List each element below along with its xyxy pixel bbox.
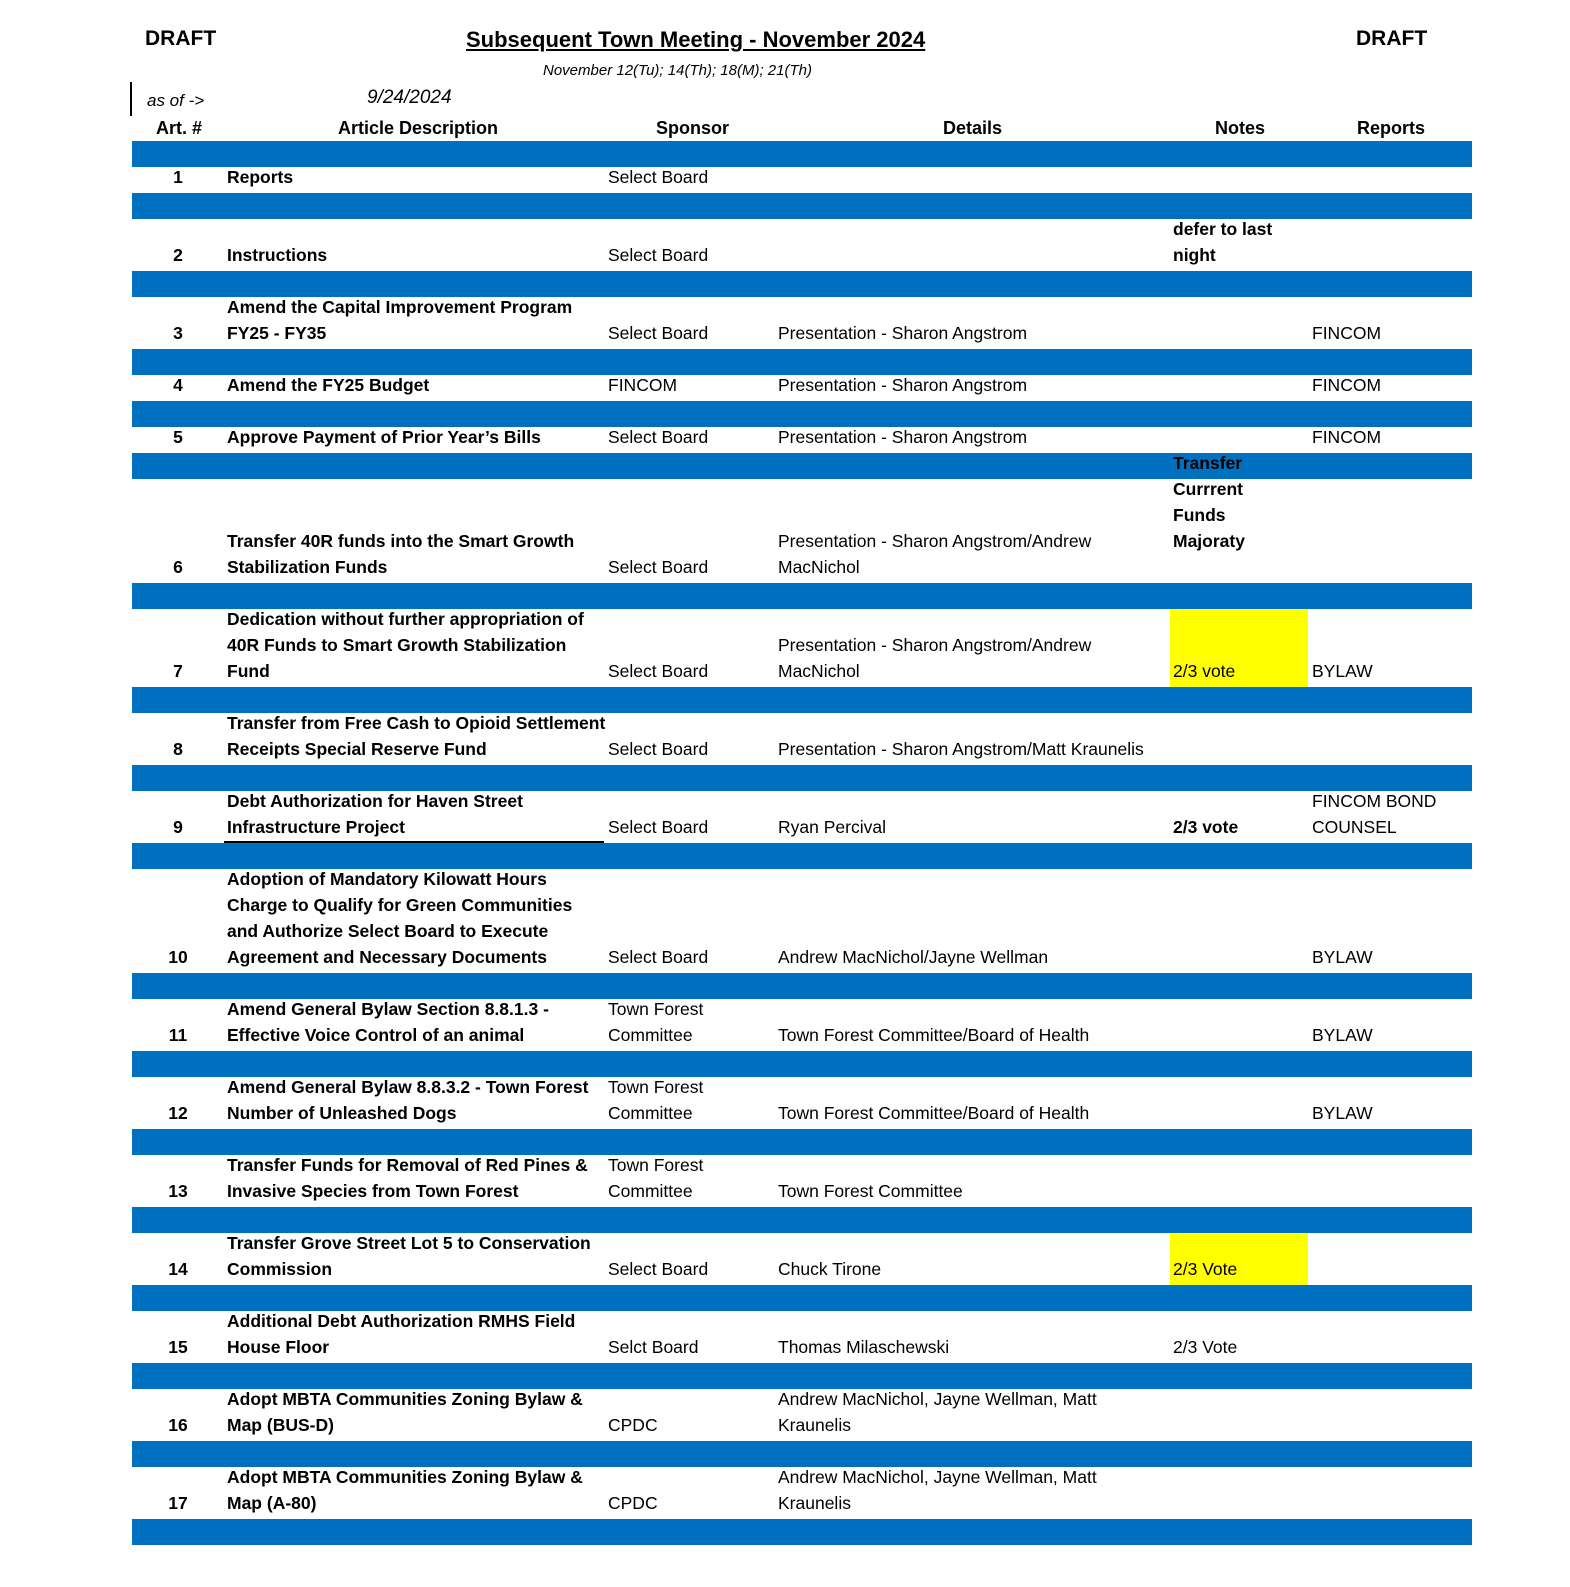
article-details: Chuck Tirone — [778, 1259, 882, 1279]
column-header-reports: Reports — [1357, 118, 1426, 138]
article-reports: BYLAW — [1312, 947, 1373, 967]
article-description: Adopt MBTA Communities Zoning Bylaw & Map (BUS-D) — [227, 1389, 583, 1435]
table-row — [132, 1467, 1472, 1519]
article-sponsor: CPDC — [608, 1415, 658, 1435]
article-reports: FINCOM — [1312, 375, 1382, 395]
cell-border-line — [130, 82, 132, 116]
page-title: Subsequent Town Meeting - November 2024 — [466, 27, 926, 52]
article-number: 6 — [173, 557, 183, 577]
article-description: Amend General Bylaw Section 8.8.1.3 - Effective Voice Control of an animal — [227, 999, 549, 1045]
article-description: Transfer Grove Street Lot 5 to Conservation Commission — [227, 1233, 591, 1279]
article-sponsor: Town Forest Committee — [608, 1155, 704, 1201]
article-description: Debt Authorization for Haven Street Infrastructure Project — [227, 791, 523, 837]
column-header-art: Art. # — [156, 118, 203, 138]
table-row — [132, 1389, 1472, 1441]
table-row — [132, 453, 1472, 583]
article-sponsor: Select Board — [608, 661, 709, 681]
article-description: Transfer Funds for Removal of Red Pines & Invasive Species from Town Forest — [227, 1155, 588, 1201]
article-details: Town Forest Committee/Board of Health — [778, 1103, 1090, 1123]
column-header-notes: Notes — [1215, 118, 1266, 138]
underline-rule — [224, 841, 604, 843]
article-description: Reports — [227, 167, 294, 187]
table-row — [132, 609, 1472, 687]
article-number: 1 — [173, 167, 183, 187]
article-details: Presentation - Sharon Angstrom/Andrew MacNichol — [778, 531, 1092, 577]
meeting-dates: November 12(Tu); 14(Th); 18(M); 21(Th) — [543, 62, 812, 79]
article-description: Amend the FY25 Budget — [227, 375, 430, 395]
article-description: Adoption of Mandatory Kilowatt Hours Charge to Qualify for Green Communities and Authorize Select Board to Execute Agreement and Necessary Documents — [227, 869, 573, 967]
article-sponsor: FINCOM — [608, 375, 678, 395]
table-row — [132, 1233, 1472, 1285]
article-sponsor: CPDC — [608, 1493, 658, 1513]
article-details: Town Forest Committee/Board of Health — [778, 1025, 1090, 1045]
article-sponsor: Selct Board — [608, 1337, 699, 1357]
article-description: Additional Debt Authorization RMHS Field House Floor — [227, 1311, 576, 1357]
article-sponsor: Select Board — [608, 1259, 709, 1279]
article-number: 7 — [173, 661, 183, 681]
article-reports: BYLAW — [1312, 1025, 1373, 1045]
article-notes: 2/3 vote — [1173, 817, 1239, 837]
article-number: 17 — [168, 1493, 188, 1513]
table-row — [132, 297, 1472, 349]
as-of-date: 9/24/2024 — [367, 87, 452, 108]
article-reports: FINCOM — [1312, 323, 1382, 343]
draft-label-left: DRAFT — [145, 27, 217, 50]
article-number: 16 — [168, 1415, 188, 1435]
article-details: Andrew MacNichol, Jayne Wellman, Matt Kraunelis — [778, 1467, 1097, 1513]
article-details: Presentation - Sharon Angstrom — [778, 323, 1028, 343]
article-notes: 2/3 Vote — [1173, 1337, 1238, 1357]
article-number: 14 — [168, 1259, 188, 1279]
article-number: 12 — [168, 1103, 188, 1123]
table-row — [132, 869, 1472, 973]
column-header-sponsor: Sponsor — [656, 118, 730, 138]
article-number: 3 — [173, 323, 183, 343]
article-number: 13 — [168, 1181, 188, 1201]
article-sponsor: Select Board — [608, 427, 709, 447]
column-header-details: Details — [943, 118, 1003, 138]
table-row — [132, 1155, 1472, 1207]
column-header-description: Article Description — [338, 118, 499, 138]
article-details: Presentation - Sharon Angstrom/Matt Kraunelis — [778, 739, 1144, 759]
table-row — [132, 713, 1472, 765]
article-sponsor: Select Board — [608, 739, 709, 759]
article-reports: FINCOM BOND COUNSEL — [1312, 791, 1437, 837]
table-row — [132, 791, 1472, 843]
article-details: Presentation - Sharon Angstrom — [778, 375, 1028, 395]
article-number: 5 — [173, 427, 183, 447]
article-number: 11 — [168, 1025, 188, 1045]
article-sponsor: Select Board — [608, 167, 709, 187]
article-reports: FINCOM — [1312, 427, 1382, 447]
article-sponsor: Select Board — [608, 947, 709, 967]
row-separator — [132, 1519, 1472, 1545]
article-number: 4 — [173, 375, 183, 395]
article-sponsor: Town Forest Committee — [608, 1077, 704, 1123]
article-notes: Transfer Currrent Funds Majoraty — [1173, 453, 1245, 551]
article-description: Amend the Capital Improvement Program FY25 - FY35 — [227, 297, 573, 343]
article-description: Transfer 40R funds into the Smart Growth Stabilization Funds — [227, 531, 575, 577]
article-notes: 2/3 Vote — [1173, 1259, 1238, 1279]
table-row — [132, 999, 1472, 1051]
article-number: 8 — [173, 739, 183, 759]
article-details: Thomas Milaschewski — [778, 1337, 950, 1357]
article-sponsor: Select Board — [608, 245, 709, 265]
table-row — [132, 1311, 1472, 1363]
table-row — [132, 167, 1472, 193]
article-details: Andrew MacNichol, Jayne Wellman, Matt Kraunelis — [778, 1389, 1097, 1435]
article-reports: BYLAW — [1312, 1103, 1373, 1123]
article-sponsor: Select Board — [608, 323, 709, 343]
article-description: Approve Payment of Prior Year’s Bills — [227, 427, 541, 447]
article-notes: defer to last night — [1173, 219, 1273, 265]
table-row — [132, 375, 1472, 401]
article-description: Adopt MBTA Communities Zoning Bylaw & Map (A-80) — [227, 1467, 583, 1513]
article-notes: 2/3 vote — [1173, 661, 1236, 681]
as-of-label: as of -> — [147, 91, 205, 110]
article-details: Presentation - Sharon Angstrom/Andrew MacNichol — [778, 635, 1092, 681]
article-description: Dedication without further appropriation of 40R Funds to Smart Growth Stabilization Fund — [227, 609, 584, 681]
article-number: 9 — [173, 817, 183, 837]
article-details: Town Forest Committee — [778, 1181, 963, 1201]
article-sponsor: Select Board — [608, 557, 709, 577]
table-row — [132, 219, 1472, 271]
article-reports: BYLAW — [1312, 661, 1373, 681]
article-description: Amend General Bylaw 8.8.3.2 - Town Forest Number of Unleashed Dogs — [227, 1077, 589, 1123]
article-number: 2 — [173, 245, 183, 265]
article-details: Ryan Percival — [778, 817, 886, 837]
article-details: Presentation - Sharon Angstrom — [778, 427, 1028, 447]
article-description: Instructions — [227, 245, 328, 265]
article-description: Transfer from Free Cash to Opioid Settlement Receipts Special Reserve Fund — [227, 713, 606, 759]
draft-label-right: DRAFT — [1356, 27, 1428, 50]
article-number: 10 — [168, 947, 188, 967]
article-sponsor: Town Forest Committee — [608, 999, 704, 1045]
article-sponsor: Select Board — [608, 817, 709, 837]
articles-table — [132, 141, 1472, 1545]
table-row — [132, 1077, 1472, 1129]
article-details: Andrew MacNichol/Jayne Wellman — [778, 947, 1049, 967]
article-number: 15 — [168, 1337, 188, 1357]
